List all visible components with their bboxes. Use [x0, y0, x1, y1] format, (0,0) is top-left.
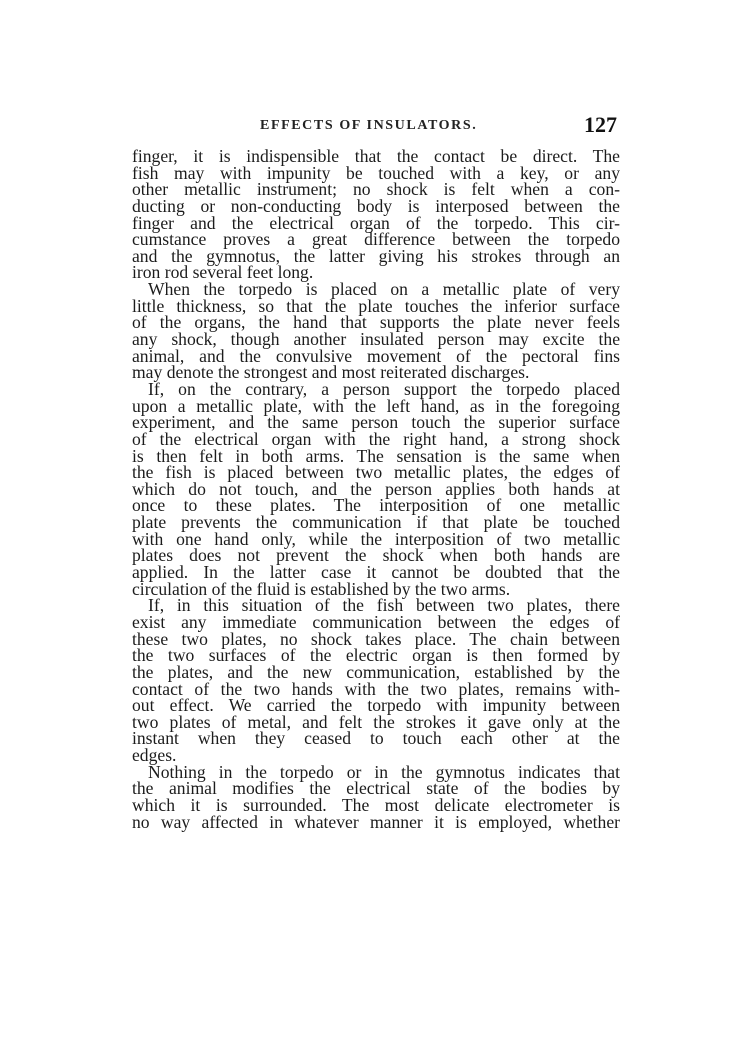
text-line: the animal modifies the electrical state of the bodies by: [132, 778, 620, 799]
text-line: out effect. We carried the torpedo with impunity between: [132, 695, 620, 716]
page-number: 127: [584, 112, 617, 137]
text-line: If, in this situation of the fish between two plates, there: [148, 595, 620, 616]
text-line: little thickness, so that the plate touches the inferior surface: [132, 295, 620, 316]
text-line: instant when they ceased to touch each other at the: [132, 728, 620, 749]
text-line: circulation of the fluid is established by the two arms.: [132, 578, 511, 599]
text-line: Nothing in the torpedo or in the gymnotus indicates that: [148, 761, 620, 782]
text-line: which do not touch, and the person applies both hands at: [132, 478, 620, 499]
text-line: once to these plates. The interposition of one metallic: [132, 495, 620, 516]
text-line: If, on the contrary, a person support the torpedo placed: [148, 378, 620, 399]
text-line: two plates of metal, and felt the strokes it gave only at the: [132, 711, 620, 732]
text-line: no way affected in whatever manner it is employed, whether: [132, 811, 620, 832]
text-line: experiment, and the same person touch the superior surface: [132, 412, 620, 433]
text-line: animal, and the convulsive movement of the pectoral fins: [132, 345, 620, 366]
text-line: contact of the two hands with the two plates, remains with-: [132, 678, 620, 699]
text-line: cumstance proves a great difference between the torpedo: [132, 229, 620, 250]
text-line: applied. In the latter case it cannot be doubted that the: [132, 562, 620, 583]
text-line: with one hand only, while the interposition of two metallic: [132, 528, 620, 549]
text-line: other metallic instrument; no shock is felt when a con-: [132, 179, 620, 200]
text-line: is then felt in both arms. The sensation is the same when: [132, 445, 620, 466]
running-head: [130, 112, 620, 142]
body-text: [132, 148, 620, 830]
text-line: the two surfaces of the electric organ is then formed by: [132, 645, 620, 666]
text-line: the plates, and the new communication, established by the: [132, 661, 620, 682]
text-line: exist any immediate communication between the edges of: [132, 611, 620, 632]
text-line: plate prevents the communication if that plate be touched: [132, 512, 620, 533]
text-line: When the torpedo is placed on a metallic plate of very: [148, 279, 620, 300]
text-line: may denote the strongest and most reiterated discharges.: [132, 362, 530, 383]
text-line: finger, it is indispensible that the contact be direct. The: [132, 146, 620, 166]
text-line: which it is surrounded. The most delicate electrometer is: [132, 794, 620, 815]
text-line: upon a metallic plate, with the left hand, as in the foregoing: [132, 395, 620, 416]
running-title: EFFECTS OF INSULATORS.: [260, 118, 478, 133]
text-line: iron rod several feet long.: [132, 262, 314, 283]
text-line: fish may with impunity be touched with a key, or any: [132, 162, 620, 183]
text-line: the fish is placed between two metallic plates, the edges of: [132, 462, 620, 483]
text-line: of the electrical organ with the right hand, a strong shock: [132, 428, 620, 449]
text-line: these two plates, no shock takes place. The chain between: [132, 628, 620, 649]
text-line: of the organs, the hand that supports the plate never feels: [132, 312, 620, 333]
text-line: ducting or non-conducting body is interposed between the: [132, 195, 620, 216]
text-line: plates does not prevent the shock when both hands are: [132, 545, 620, 566]
text-line: edges.: [132, 745, 177, 766]
text-line: and the gymnotus, the latter giving his strokes through an: [132, 245, 620, 266]
text-line: any shock, though another insulated person may excite the: [132, 329, 620, 350]
text-line: finger and the electrical organ of the torpedo. This cir-: [132, 212, 620, 233]
